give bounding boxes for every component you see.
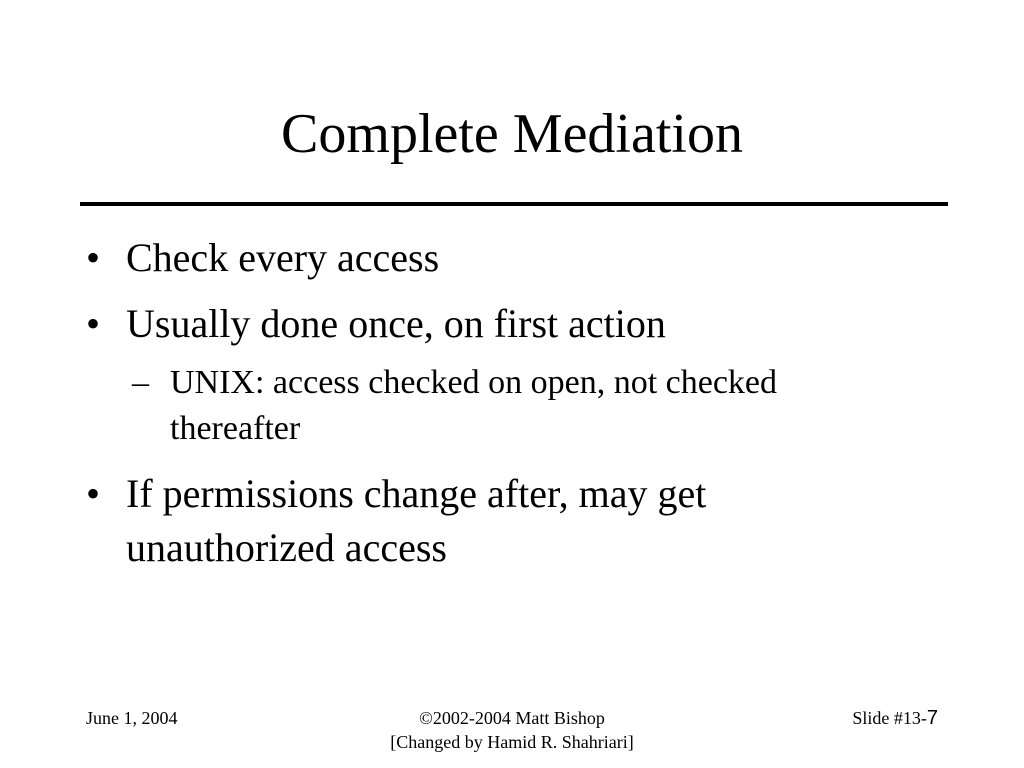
sub-bullet-text: UNIX: access checked on open, not checked thereafter	[170, 364, 778, 447]
footer-copyright: ©2002-2004 Matt Bishop	[419, 708, 605, 728]
bullet-check-every-access	[86, 231, 866, 285]
bullet-permissions-change	[86, 467, 806, 575]
sub-bullet-marker: –	[132, 364, 149, 401]
footer-slide-number	[852, 706, 938, 730]
slide-title: Complete Mediation	[281, 103, 743, 165]
sub-bullet-unix	[132, 360, 882, 452]
footer-credits	[362, 706, 662, 754]
bullet-marker: •	[86, 471, 101, 516]
bullet-text: Check every access	[126, 235, 440, 280]
footer-date: June 1, 2004	[86, 708, 178, 728]
footer-changed-by: [Changed by Hamid R. Shahriari]	[390, 732, 634, 752]
bullet-text: Usually done once, on first action	[126, 301, 666, 346]
slide-label: Slide #13-	[852, 708, 927, 728]
bullet-text: If permissions change after, may get unauthorized access	[126, 471, 707, 570]
slide-number: 7	[926, 707, 938, 729]
bullet-marker: •	[86, 235, 101, 280]
bullet-marker: •	[86, 301, 101, 346]
bullet-usually-done-once	[86, 297, 866, 351]
